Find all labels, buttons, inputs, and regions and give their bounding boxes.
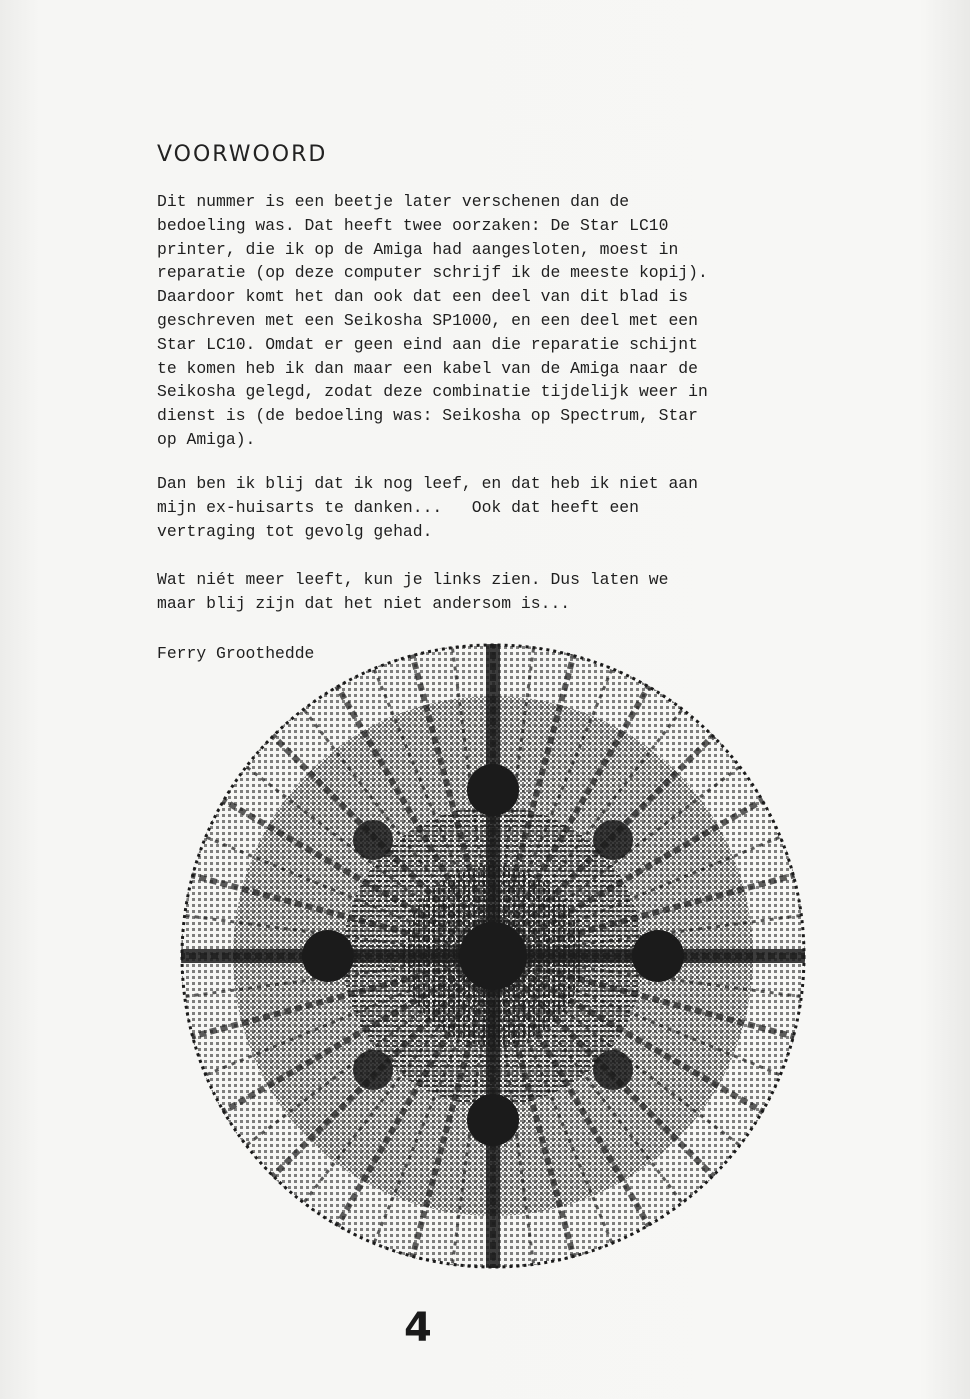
paragraph-health: Dan ben ik blij dat ik nog leef, en dat heb ik niet aan mijn ex-huisarts te danken... Ook dat heeft een vertraging tot gevolg gehad. <box>157 474 698 541</box>
page-number: 4 <box>404 1305 432 1351</box>
paragraph-intro: Dit nummer is een beetje later verschenen dan de bedoeling was. Dat heeft twee oorzaken: De Star LC10 printer, die ik op de Amiga had aangesloten, moest in reparatie (op deze computer schrijf ik de meeste kopij). Daardoor komt het dan ook dat een deel van dit blad is geschreven met een Seikosha SP1000, en een deel met een Star LC10. Omdat er geen eind aan die reparatie schijnt te komen heb ik dan maar een kabel van de Amiga naar de Seikosha gelegd, zodat deze combinatie tijdelijk weer in dienst is (de bedoeling was: Seikosha op Spectrum, Star op Amiga). <box>157 192 708 449</box>
dot-matrix-mandala-icon <box>168 640 818 1272</box>
paragraph-closing: Wat niét meer leeft, kun je links zien. Dus laten we maar blij zijn dat het niet andersom is... <box>157 570 669 613</box>
page-title: VOORWOORD <box>157 142 328 167</box>
author-signature: Ferry Groothedde <box>157 644 315 663</box>
